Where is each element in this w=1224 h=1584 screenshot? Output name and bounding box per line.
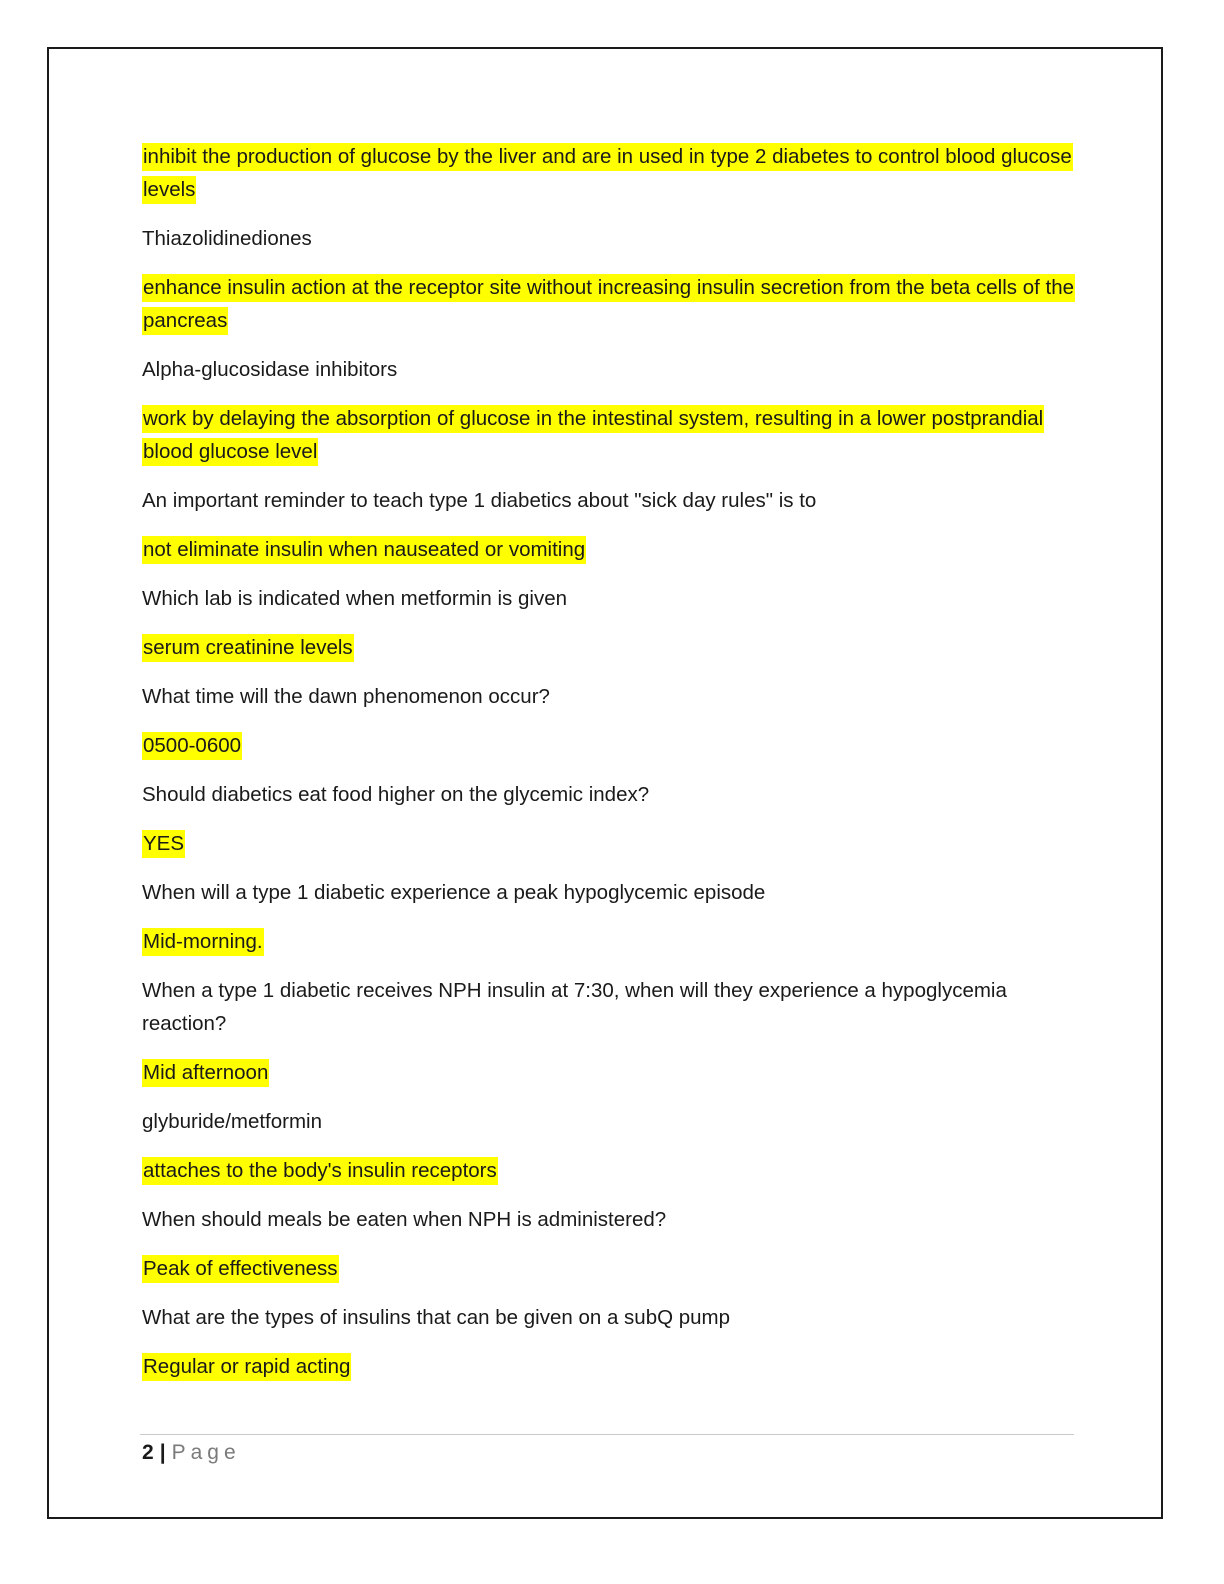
answer-text: Peak of effectiveness — [142, 1252, 1077, 1285]
question-text: Alpha-glucosidase inhibitors — [142, 358, 398, 381]
question-text: When a type 1 diabetic receives NPH insulin at 7:30, when will they experience a hypoglycemia reaction? — [142, 979, 1007, 1035]
question-text: glyburide/metformin — [142, 1110, 323, 1133]
answer-text: 0500-0600 — [142, 729, 1077, 762]
question-text: When should meals be eaten when NPH is administered? — [142, 1208, 667, 1231]
answer-text: serum creatinine levels — [142, 631, 1077, 664]
answer-text: enhance insulin action at the receptor site without increasing insulin secretion from the beta cells of the pancreas — [142, 271, 1077, 337]
answer-text: Mid afternoon — [142, 1056, 1077, 1089]
question-text: Thiazolidinediones — [142, 227, 312, 250]
question-text: Should diabetics eat food higher on the glycemic index? — [142, 783, 650, 806]
footer-separator: | — [159, 1441, 166, 1464]
answer-text: attaches to the body's insulin receptors — [142, 1154, 1077, 1187]
question-text: Which lab is indicated when metformin is given — [142, 587, 567, 610]
page-number: 2 — [142, 1441, 154, 1464]
question-text: What are the types of insulins that can be given on a subQ pump — [142, 1306, 731, 1329]
question-text: When will a type 1 diabetic experience a peak hypoglycemic episode — [142, 881, 766, 904]
page-label: Page — [171, 1441, 241, 1464]
answer-text: inhibit the production of glucose by the liver and are in used in type 2 diabetes to control blood glucose levels — [142, 140, 1077, 206]
answer-text: YES — [142, 827, 1077, 860]
answer-text: Regular or rapid acting — [142, 1350, 1077, 1383]
document-body — [142, 140, 1077, 1399]
answer-text: work by delaying the absorption of glucose in the intestinal system, resulting in a lower postprandial blood glucose level — [142, 402, 1077, 468]
page-footer — [142, 1438, 241, 1468]
question-text: An important reminder to teach type 1 diabetics about "sick day rules" is to — [142, 489, 817, 512]
answer-text: Mid-morning. — [142, 925, 1077, 958]
footer-divider — [140, 1434, 1074, 1435]
question-text: What time will the dawn phenomenon occur? — [142, 685, 550, 708]
answer-text: not eliminate insulin when nauseated or vomiting — [142, 533, 1077, 566]
